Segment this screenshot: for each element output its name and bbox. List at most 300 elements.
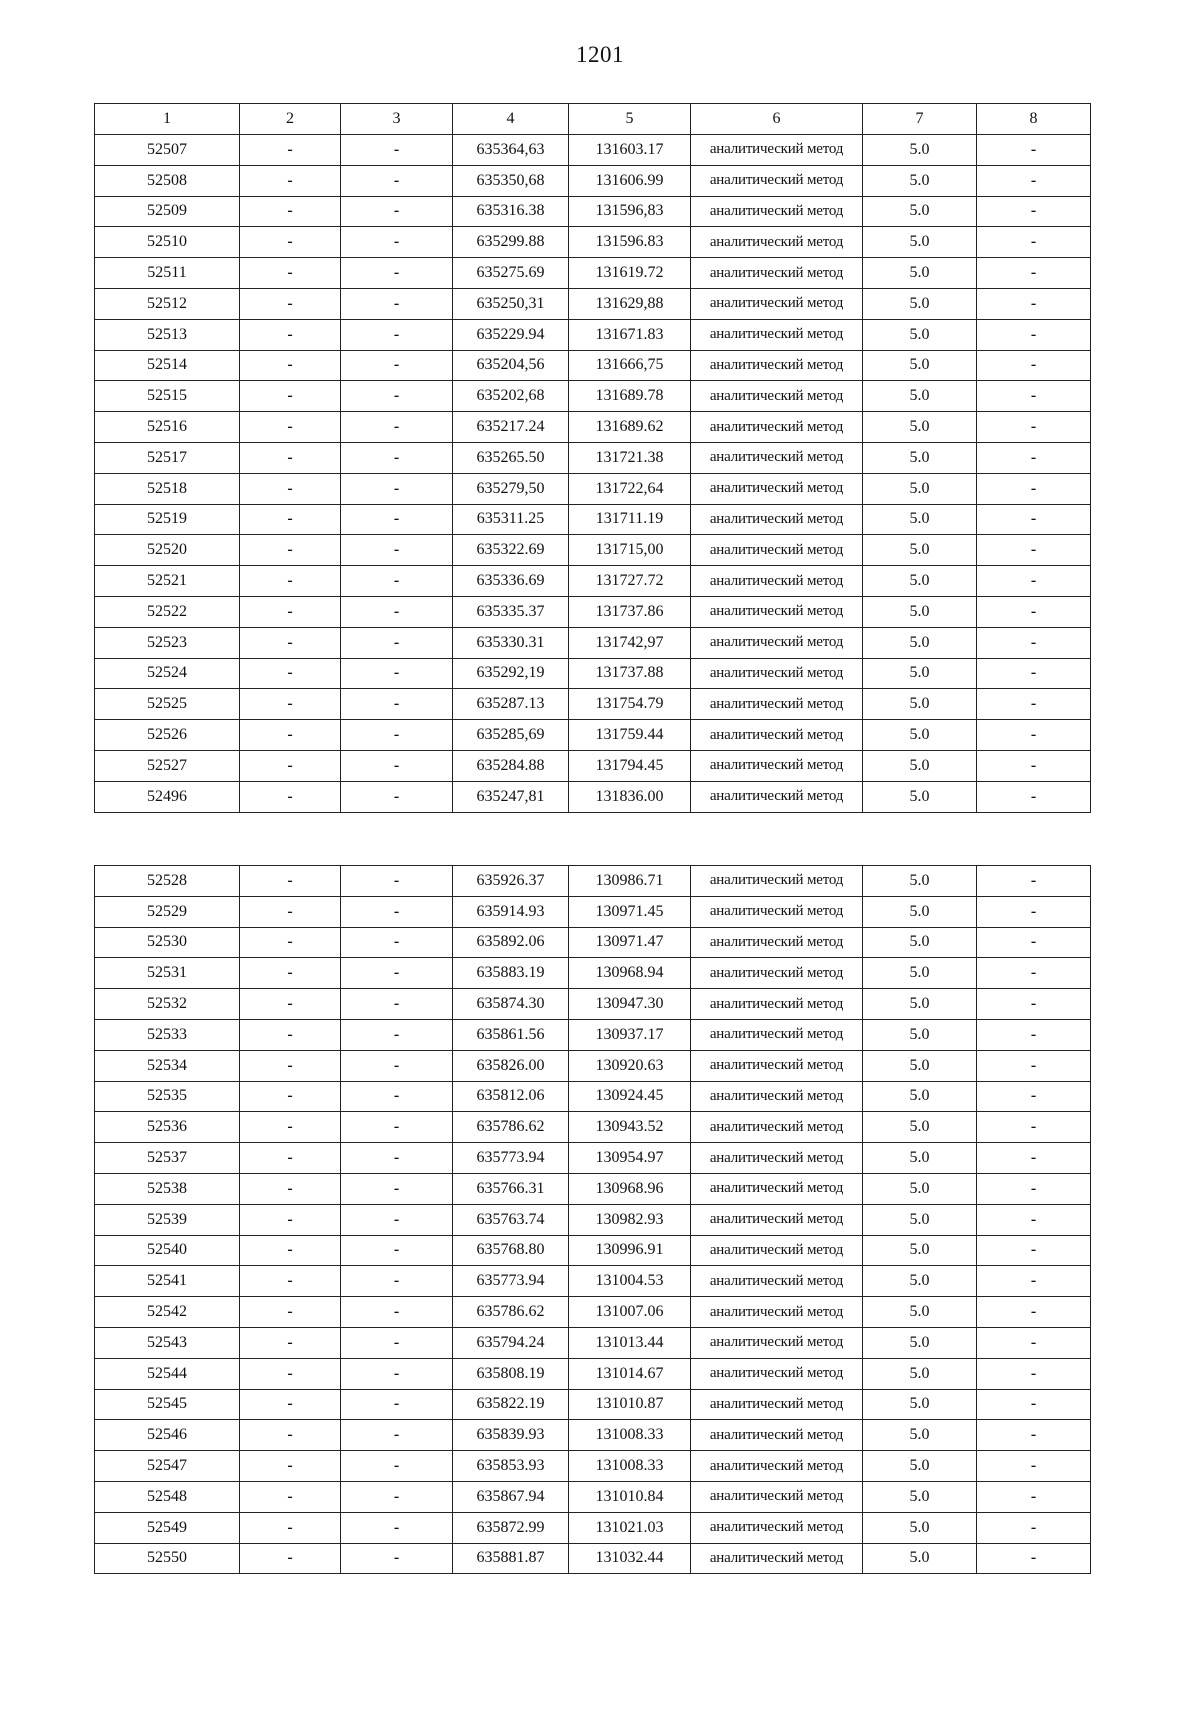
col8-cell: - — [977, 720, 1091, 751]
col8-cell: - — [977, 1112, 1091, 1143]
col3-cell: - — [341, 442, 453, 473]
method-cell: аналитический метод — [691, 288, 863, 319]
table-row — [95, 896, 1091, 927]
method-cell: аналитический метод — [691, 1143, 863, 1174]
method-cell: аналитический метод — [691, 989, 863, 1020]
accuracy-cell: 5.0 — [863, 596, 977, 627]
point-number-cell: 52518 — [95, 473, 240, 504]
accuracy-cell: 5.0 — [863, 165, 977, 196]
table-row — [95, 1512, 1091, 1543]
table-row — [95, 1481, 1091, 1512]
table-row — [95, 412, 1091, 443]
column-header: 1 — [95, 104, 240, 135]
method-cell: аналитический метод — [691, 750, 863, 781]
col2-cell: - — [240, 566, 341, 597]
x-coordinate-cell: 635763.74 — [453, 1204, 569, 1235]
method-cell: аналитический метод — [691, 227, 863, 258]
col8-cell: - — [977, 866, 1091, 897]
x-coordinate-cell: 635826.00 — [453, 1050, 569, 1081]
x-coordinate-cell: 635202,68 — [453, 381, 569, 412]
y-coordinate-cell: 130968.96 — [569, 1173, 691, 1204]
accuracy-cell: 5.0 — [863, 566, 977, 597]
y-coordinate-cell: 131727.72 — [569, 566, 691, 597]
y-coordinate-cell: 131794.45 — [569, 750, 691, 781]
table-row — [95, 350, 1091, 381]
col2-cell: - — [240, 350, 341, 381]
x-coordinate-cell: 635874.30 — [453, 989, 569, 1020]
table-row — [95, 1204, 1091, 1235]
col3-cell: - — [341, 658, 453, 689]
table-row — [95, 1081, 1091, 1112]
y-coordinate-cell: 131671.83 — [569, 319, 691, 350]
table-row — [95, 750, 1091, 781]
column-header: 2 — [240, 104, 341, 135]
table-row — [95, 504, 1091, 535]
point-number-cell: 52533 — [95, 1019, 240, 1050]
y-coordinate-cell: 131737.86 — [569, 596, 691, 627]
y-coordinate-cell: 130924.45 — [569, 1081, 691, 1112]
table-row — [95, 196, 1091, 227]
col3-cell: - — [341, 227, 453, 258]
method-cell: аналитический метод — [691, 535, 863, 566]
method-cell: аналитический метод — [691, 927, 863, 958]
col8-cell: - — [977, 319, 1091, 350]
y-coordinate-cell: 131737.88 — [569, 658, 691, 689]
y-coordinate-cell: 131759.44 — [569, 720, 691, 751]
accuracy-cell: 5.0 — [863, 319, 977, 350]
col3-cell: - — [341, 989, 453, 1020]
col2-cell: - — [240, 135, 341, 166]
col3-cell: - — [341, 504, 453, 535]
accuracy-cell: 5.0 — [863, 227, 977, 258]
accuracy-cell: 5.0 — [863, 196, 977, 227]
col2-cell: - — [240, 535, 341, 566]
x-coordinate-cell: 635773.94 — [453, 1143, 569, 1174]
col8-cell: - — [977, 1235, 1091, 1266]
table-row — [95, 258, 1091, 289]
col2-cell: - — [240, 1358, 341, 1389]
col8-cell: - — [977, 1327, 1091, 1358]
method-cell: аналитический метод — [691, 1112, 863, 1143]
y-coordinate-cell: 131722,64 — [569, 473, 691, 504]
col8-cell: - — [977, 535, 1091, 566]
point-number-cell: 52539 — [95, 1204, 240, 1235]
point-number-cell: 52546 — [95, 1420, 240, 1451]
table-row — [95, 1019, 1091, 1050]
table-row — [95, 566, 1091, 597]
table-row — [95, 227, 1091, 258]
column-header: 8 — [977, 104, 1091, 135]
col2-cell: - — [240, 473, 341, 504]
method-cell: аналитический метод — [691, 381, 863, 412]
table-row — [95, 1389, 1091, 1420]
accuracy-cell: 5.0 — [863, 750, 977, 781]
col2-cell: - — [240, 627, 341, 658]
col3-cell: - — [341, 1173, 453, 1204]
y-coordinate-cell: 130947.30 — [569, 989, 691, 1020]
accuracy-cell: 5.0 — [863, 627, 977, 658]
column-header: 7 — [863, 104, 977, 135]
accuracy-cell: 5.0 — [863, 989, 977, 1020]
col8-cell: - — [977, 1420, 1091, 1451]
col8-cell: - — [977, 258, 1091, 289]
point-number-cell: 52545 — [95, 1389, 240, 1420]
col3-cell: - — [341, 958, 453, 989]
col3-cell: - — [341, 596, 453, 627]
x-coordinate-cell: 635265.50 — [453, 442, 569, 473]
y-coordinate-cell: 131008.33 — [569, 1451, 691, 1482]
col3-cell: - — [341, 689, 453, 720]
y-coordinate-cell: 131689.78 — [569, 381, 691, 412]
point-number-cell: 52526 — [95, 720, 240, 751]
col8-cell: - — [977, 227, 1091, 258]
point-number-cell: 52517 — [95, 442, 240, 473]
col2-cell: - — [240, 1204, 341, 1235]
y-coordinate-cell: 130943.52 — [569, 1112, 691, 1143]
col3-cell: - — [341, 1019, 453, 1050]
y-coordinate-cell: 130986.71 — [569, 866, 691, 897]
point-number-cell: 52540 — [95, 1235, 240, 1266]
col2-cell: - — [240, 504, 341, 535]
accuracy-cell: 5.0 — [863, 1420, 977, 1451]
table-row — [95, 1143, 1091, 1174]
accuracy-cell: 5.0 — [863, 1327, 977, 1358]
point-number-cell: 52512 — [95, 288, 240, 319]
col3-cell: - — [341, 1543, 453, 1574]
col3-cell: - — [341, 165, 453, 196]
x-coordinate-cell: 635292,19 — [453, 658, 569, 689]
table-1-body — [95, 104, 1091, 813]
point-number-cell: 52541 — [95, 1266, 240, 1297]
col8-cell: - — [977, 473, 1091, 504]
x-coordinate-cell: 635881.87 — [453, 1543, 569, 1574]
col2-cell: - — [240, 1019, 341, 1050]
x-coordinate-cell: 635786.62 — [453, 1112, 569, 1143]
col2-cell: - — [240, 596, 341, 627]
col8-cell: - — [977, 288, 1091, 319]
table-row — [95, 1050, 1091, 1081]
col3-cell: - — [341, 896, 453, 927]
x-coordinate-cell: 635330.31 — [453, 627, 569, 658]
accuracy-cell: 5.0 — [863, 866, 977, 897]
point-number-cell: 52529 — [95, 896, 240, 927]
col2-cell: - — [240, 1112, 341, 1143]
table-row — [95, 535, 1091, 566]
table-row — [95, 989, 1091, 1020]
col2-cell: - — [240, 958, 341, 989]
table-row — [95, 1420, 1091, 1451]
col8-cell: - — [977, 689, 1091, 720]
x-coordinate-cell: 635766.31 — [453, 1173, 569, 1204]
x-coordinate-cell: 635322.69 — [453, 535, 569, 566]
y-coordinate-cell: 131007.06 — [569, 1297, 691, 1328]
table-row — [95, 689, 1091, 720]
y-coordinate-cell: 131606.99 — [569, 165, 691, 196]
col8-cell: - — [977, 442, 1091, 473]
col2-cell: - — [240, 1327, 341, 1358]
col3-cell: - — [341, 288, 453, 319]
col3-cell: - — [341, 627, 453, 658]
table-header-row — [95, 104, 1091, 135]
col3-cell: - — [341, 319, 453, 350]
column-header: 6 — [691, 104, 863, 135]
point-number-cell: 52525 — [95, 689, 240, 720]
x-coordinate-cell: 635853.93 — [453, 1451, 569, 1482]
accuracy-cell: 5.0 — [863, 781, 977, 812]
method-cell: аналитический метод — [691, 896, 863, 927]
col2-cell: - — [240, 781, 341, 812]
accuracy-cell: 5.0 — [863, 1512, 977, 1543]
x-coordinate-cell: 635335.37 — [453, 596, 569, 627]
point-number-cell: 52534 — [95, 1050, 240, 1081]
col2-cell: - — [240, 1143, 341, 1174]
method-cell: аналитический метод — [691, 258, 863, 289]
x-coordinate-cell: 635316.38 — [453, 196, 569, 227]
y-coordinate-cell: 131754.79 — [569, 689, 691, 720]
method-cell: аналитический метод — [691, 1358, 863, 1389]
method-cell: аналитический метод — [691, 1235, 863, 1266]
col8-cell: - — [977, 1389, 1091, 1420]
y-coordinate-cell: 131596,83 — [569, 196, 691, 227]
accuracy-cell: 5.0 — [863, 350, 977, 381]
col2-cell: - — [240, 1512, 341, 1543]
method-cell: аналитический метод — [691, 1204, 863, 1235]
point-number-cell: 52513 — [95, 319, 240, 350]
y-coordinate-cell: 131013.44 — [569, 1327, 691, 1358]
col3-cell: - — [341, 1081, 453, 1112]
coordinates-table-1 — [94, 103, 1091, 813]
col8-cell: - — [977, 1512, 1091, 1543]
method-cell: аналитический метод — [691, 1327, 863, 1358]
table-row — [95, 720, 1091, 751]
y-coordinate-cell: 131711.19 — [569, 504, 691, 535]
y-coordinate-cell: 131721.38 — [569, 442, 691, 473]
accuracy-cell: 5.0 — [863, 1451, 977, 1482]
col3-cell: - — [341, 781, 453, 812]
x-coordinate-cell: 635883.19 — [453, 958, 569, 989]
col2-cell: - — [240, 1235, 341, 1266]
accuracy-cell: 5.0 — [863, 927, 977, 958]
col2-cell: - — [240, 927, 341, 958]
method-cell: аналитический метод — [691, 412, 863, 443]
col2-cell: - — [240, 866, 341, 897]
column-header: 4 — [453, 104, 569, 135]
col2-cell: - — [240, 1543, 341, 1574]
point-number-cell: 52516 — [95, 412, 240, 443]
method-cell: аналитический метод — [691, 689, 863, 720]
col3-cell: - — [341, 1451, 453, 1482]
table-row — [95, 473, 1091, 504]
method-cell: аналитический метод — [691, 1173, 863, 1204]
col3-cell: - — [341, 350, 453, 381]
col8-cell: - — [977, 165, 1091, 196]
y-coordinate-cell: 131032.44 — [569, 1543, 691, 1574]
col3-cell: - — [341, 1112, 453, 1143]
point-number-cell: 52509 — [95, 196, 240, 227]
method-cell: аналитический метод — [691, 350, 863, 381]
x-coordinate-cell: 635794.24 — [453, 1327, 569, 1358]
x-coordinate-cell: 635336.69 — [453, 566, 569, 597]
col2-cell: - — [240, 227, 341, 258]
accuracy-cell: 5.0 — [863, 1297, 977, 1328]
col8-cell: - — [977, 989, 1091, 1020]
col8-cell: - — [977, 1081, 1091, 1112]
table-row — [95, 381, 1091, 412]
method-cell: аналитический метод — [691, 1081, 863, 1112]
accuracy-cell: 5.0 — [863, 689, 977, 720]
col8-cell: - — [977, 566, 1091, 597]
x-coordinate-cell: 635892.06 — [453, 927, 569, 958]
col8-cell: - — [977, 1050, 1091, 1081]
col3-cell: - — [341, 1204, 453, 1235]
accuracy-cell: 5.0 — [863, 1389, 977, 1420]
table-row — [95, 135, 1091, 166]
col2-cell: - — [240, 442, 341, 473]
table-row — [95, 1543, 1091, 1574]
accuracy-cell: 5.0 — [863, 896, 977, 927]
x-coordinate-cell: 635284.88 — [453, 750, 569, 781]
x-coordinate-cell: 635204,56 — [453, 350, 569, 381]
point-number-cell: 52532 — [95, 989, 240, 1020]
col8-cell: - — [977, 504, 1091, 535]
x-coordinate-cell: 635768.80 — [453, 1235, 569, 1266]
col2-cell: - — [240, 319, 341, 350]
table-row — [95, 1358, 1091, 1389]
col2-cell: - — [240, 196, 341, 227]
col8-cell: - — [977, 381, 1091, 412]
method-cell: аналитический метод — [691, 658, 863, 689]
y-coordinate-cell: 130996.91 — [569, 1235, 691, 1266]
x-coordinate-cell: 635299.88 — [453, 227, 569, 258]
col3-cell: - — [341, 473, 453, 504]
point-number-cell: 52522 — [95, 596, 240, 627]
col3-cell: - — [341, 1481, 453, 1512]
accuracy-cell: 5.0 — [863, 1235, 977, 1266]
table-2-body — [95, 866, 1091, 1574]
point-number-cell: 52496 — [95, 781, 240, 812]
y-coordinate-cell: 131629,88 — [569, 288, 691, 319]
accuracy-cell: 5.0 — [863, 1112, 977, 1143]
y-coordinate-cell: 131742,97 — [569, 627, 691, 658]
point-number-cell: 52538 — [95, 1173, 240, 1204]
point-number-cell: 52521 — [95, 566, 240, 597]
x-coordinate-cell: 635867.94 — [453, 1481, 569, 1512]
accuracy-cell: 5.0 — [863, 381, 977, 412]
method-cell: аналитический метод — [691, 1019, 863, 1050]
method-cell: аналитический метод — [691, 1451, 863, 1482]
col2-cell: - — [240, 381, 341, 412]
col3-cell: - — [341, 1050, 453, 1081]
col8-cell: - — [977, 1481, 1091, 1512]
table-row — [95, 1297, 1091, 1328]
point-number-cell: 52542 — [95, 1297, 240, 1328]
col2-cell: - — [240, 412, 341, 443]
coordinates-table-2 — [94, 865, 1091, 1574]
col3-cell: - — [341, 196, 453, 227]
table-row — [95, 927, 1091, 958]
table-row — [95, 627, 1091, 658]
col2-cell: - — [240, 258, 341, 289]
method-cell: аналитический метод — [691, 135, 863, 166]
point-number-cell: 52524 — [95, 658, 240, 689]
point-number-cell: 52511 — [95, 258, 240, 289]
point-number-cell: 52523 — [95, 627, 240, 658]
accuracy-cell: 5.0 — [863, 258, 977, 289]
table-row — [95, 1112, 1091, 1143]
col3-cell: - — [341, 1297, 453, 1328]
accuracy-cell: 5.0 — [863, 1143, 977, 1174]
col8-cell: - — [977, 350, 1091, 381]
y-coordinate-cell: 130954.97 — [569, 1143, 691, 1174]
col8-cell: - — [977, 1173, 1091, 1204]
method-cell: аналитический метод — [691, 866, 863, 897]
col8-cell: - — [977, 627, 1091, 658]
col8-cell: - — [977, 1266, 1091, 1297]
y-coordinate-cell: 131014.67 — [569, 1358, 691, 1389]
point-number-cell: 52528 — [95, 866, 240, 897]
col8-cell: - — [977, 1543, 1091, 1574]
x-coordinate-cell: 635773.94 — [453, 1266, 569, 1297]
col2-cell: - — [240, 1420, 341, 1451]
x-coordinate-cell: 635822.19 — [453, 1389, 569, 1420]
col2-cell: - — [240, 1081, 341, 1112]
y-coordinate-cell: 131010.84 — [569, 1481, 691, 1512]
method-cell: аналитический метод — [691, 1543, 863, 1574]
accuracy-cell: 5.0 — [863, 1481, 977, 1512]
accuracy-cell: 5.0 — [863, 1204, 977, 1235]
method-cell: аналитический метод — [691, 196, 863, 227]
col2-cell: - — [240, 1389, 341, 1420]
column-header: 5 — [569, 104, 691, 135]
point-number-cell: 52530 — [95, 927, 240, 958]
point-number-cell: 52548 — [95, 1481, 240, 1512]
col2-cell: - — [240, 896, 341, 927]
table-row — [95, 781, 1091, 812]
accuracy-cell: 5.0 — [863, 658, 977, 689]
col3-cell: - — [341, 381, 453, 412]
col2-cell: - — [240, 1451, 341, 1482]
method-cell: аналитический метод — [691, 781, 863, 812]
col8-cell: - — [977, 896, 1091, 927]
col2-cell: - — [240, 658, 341, 689]
accuracy-cell: 5.0 — [863, 473, 977, 504]
y-coordinate-cell: 130982.93 — [569, 1204, 691, 1235]
col2-cell: - — [240, 689, 341, 720]
x-coordinate-cell: 635808.19 — [453, 1358, 569, 1389]
y-coordinate-cell: 130920.63 — [569, 1050, 691, 1081]
method-cell: аналитический метод — [691, 442, 863, 473]
method-cell: аналитический метод — [691, 504, 863, 535]
accuracy-cell: 5.0 — [863, 442, 977, 473]
col2-cell: - — [240, 1050, 341, 1081]
method-cell: аналитический метод — [691, 627, 863, 658]
point-number-cell: 52547 — [95, 1451, 240, 1482]
point-number-cell: 52515 — [95, 381, 240, 412]
col8-cell: - — [977, 750, 1091, 781]
method-cell: аналитический метод — [691, 1266, 863, 1297]
col2-cell: - — [240, 165, 341, 196]
x-coordinate-cell: 635812.06 — [453, 1081, 569, 1112]
accuracy-cell: 5.0 — [863, 1050, 977, 1081]
col3-cell: - — [341, 927, 453, 958]
table-row — [95, 165, 1091, 196]
col3-cell: - — [341, 1327, 453, 1358]
y-coordinate-cell: 131619.72 — [569, 258, 691, 289]
col3-cell: - — [341, 258, 453, 289]
method-cell: аналитический метод — [691, 319, 863, 350]
table-row — [95, 1173, 1091, 1204]
accuracy-cell: 5.0 — [863, 1266, 977, 1297]
